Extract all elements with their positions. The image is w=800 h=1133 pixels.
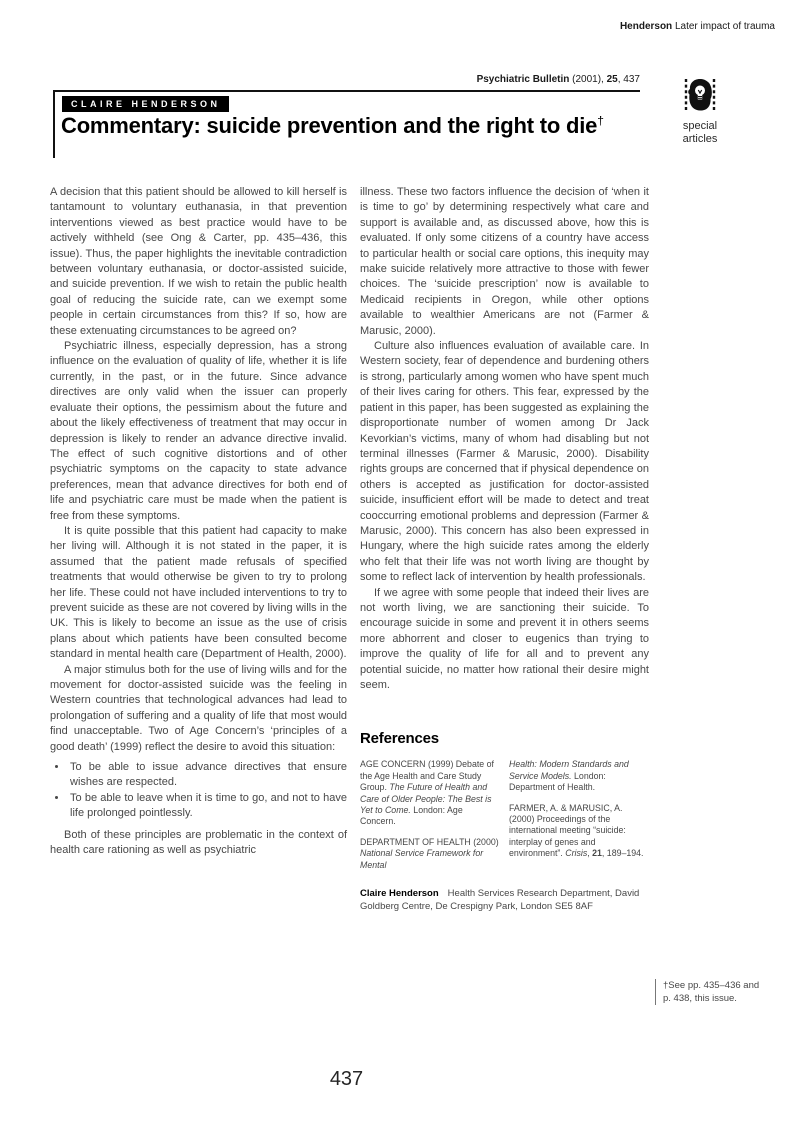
paragraph: Both of these principles are problematic in the context of health care rationing as well as psychiatric (50, 828, 347, 857)
reference-item: AGE CONCERN (1999) Debate of the Age Health and Care Study Group. The Future of Health and Care of Older People: The Best is Yet to Come. London: Age Concern. (360, 759, 494, 827)
text-column-2 (360, 185, 649, 913)
paragraph: It is quite possible that this patient had capacity to make her living will. Although it is not stated in the paper, it is assumed that the patient made refusals of specified treatments that would otherwise be given to try to prolong her life. These could not have included interventions to try to prevent suicide as these are not covered by living wills in the UK. This is likely to become an issue as the use of crisis plans about which patients have been consulted become standard in mental health care (Department of Health, 2000). (50, 524, 347, 661)
references-section (360, 730, 649, 913)
journal-volume: 25 (606, 74, 618, 85)
running-head (620, 21, 775, 32)
list-item: • To be able to leave when it is time to go, and not to have life prolonged pointlessly. (68, 791, 347, 822)
author-name: Claire Henderson (360, 888, 439, 900)
journal-citation: Psychiatric Bulletin (2001), 25, 437 (476, 74, 640, 85)
references-columns (360, 759, 649, 880)
running-head-author: Henderson (619, 21, 673, 32)
paragraph: illness. These two factors influence the decision of ‘when it is time to go’ by determining respectively what care and support is available and, as discussed above, how this is evaluated. If only some citizens of a country have access to particular health or social care options, this inequity may make suicide relatively more attractive to those with fewer choices. The ‘suicide prescription’ now is available to Medicaid recipients in Oregon, while other options available to wealthier Americans are not (Farmer & Marusic, 2000). (360, 186, 649, 337)
article-title: Commentary: suicide prevention and the right to die† (61, 113, 604, 138)
references-heading: References (360, 730, 439, 748)
section-badge (673, 77, 727, 146)
header-rule (53, 90, 640, 92)
references-column-right (509, 759, 649, 880)
reference-item: DEPARTMENT OF HEALTH (2000) National Service Framework for Mental (360, 836, 499, 870)
paragraph: Psychiatric illness, especially depression, has a strong influence on the evaluation of quality of life, whether it is life currently, in the past, or in the future. Since advance directives are only valid when the issuer can properly evaluate their options, the pessimism about the future and about the likely effectiveness of treatment that may occur in depression is likely to render an advance directive invalid. The effect of such cognitive distortions and of other psychiatric symptoms on the capacity to state advance preferences, mean that advance directives for both end of life and psychiatric care must be made when the patient is free from these symptoms. (50, 340, 347, 522)
journal-pages: , 437 (617, 74, 640, 85)
author-credit (360, 887, 649, 913)
references-column-left (360, 759, 500, 880)
title-left-rule (53, 90, 55, 158)
paragraph: If we agree with some people that indeed their lives are not worth living, we are sanctioning their suicide. To encourage suicide in some and prevent it in others seems more abhorrent and closer to eugenics than trying to improve the quality of life for all and to prevent any potential suicide, no matter how rational their desire might seem. (360, 586, 649, 691)
page-number: 437 (329, 1068, 364, 1090)
head-lightbulb-icon (681, 100, 719, 117)
footnote: †See pp. 435–436 and p. 438, this issue. (655, 979, 769, 1005)
author-affiliation: Health Services Research Department, David Goldberg Centre, De Crespigny Park, London SE5 8AF (360, 888, 640, 913)
section-label: special articles (682, 120, 718, 145)
paragraph: Culture also influences evaluation of available care. In Western society, fear of dependence and burdening others is strong, particularly among women who have spent much of their lives caring for others. This fear, expressed by the patient in this paper, has been suggested as explaining the disproportionate number of women among Dr Jack Kevorkian’s victims, many of whom had disabling but not terminal illnesses (Farmer & Marusic, 2000). Disability rights groups are concerned that if physical dependence on others is accepted as justification for doctor-assisted suicide, insufficient effort will be made to detect and treat cooccurring emotional problems and depression (Farmer & Marusic, 2000). This concern has also been expressed in Hungary, where the high suicide rates among the elderly who felt that their life was not worth living are thought by some to reflect lack of intervention by health professionals. (360, 340, 649, 584)
principles-list (50, 760, 347, 822)
author-byline-bar: CLAIRE HENDERSON (62, 96, 229, 112)
running-head-article: Later impact of trauma (672, 21, 775, 32)
paragraph: A major stimulus both for the use of living wills and for the movement for doctor-assisted suicide was the feeling in Western countries that technological advances had lead to prolongation of suffering and a quality of life that most would find unacceptable. Two of Age Concern’s ‘principles of a good death’ (1999) reflect the desire to avoid this situation: (50, 663, 347, 753)
text-column-1 (50, 185, 347, 913)
journal-name: Psychiatric Bulletin (476, 74, 570, 85)
paragraph: A decision that this patient should be allowed to kill herself is tantamount to voluntary euthanasia, in that prevention interventions viewed as best practice would have to be actively withheld (see Ong & Carter, pp. 435–436, this issue). Thus, the paper highlights the inevitable contradiction between voluntary euthanasia, or doctor-assisted suicide, and suicide prevention. If we wish to retain the public health goal of reducing the suicide rate, can we exempt some people in certain circumstances from this? If so, how are these extenuating circumstances to be agreed on? (50, 186, 347, 337)
article-body (50, 185, 649, 913)
reference-item: FARMER, A. & MARUSIC, A. (2000) Proceedings of the international meeting “suicide: interplay of genes and environment”. Crisis, 21, 189–194. (509, 802, 644, 859)
title-dagger: † (597, 113, 604, 128)
reference-item: Health: Modern Standards and Service Models. London: Department of Health. (509, 759, 629, 793)
list-item: • To be able to issue advance directives that ensure wishes are respected. (68, 760, 347, 791)
